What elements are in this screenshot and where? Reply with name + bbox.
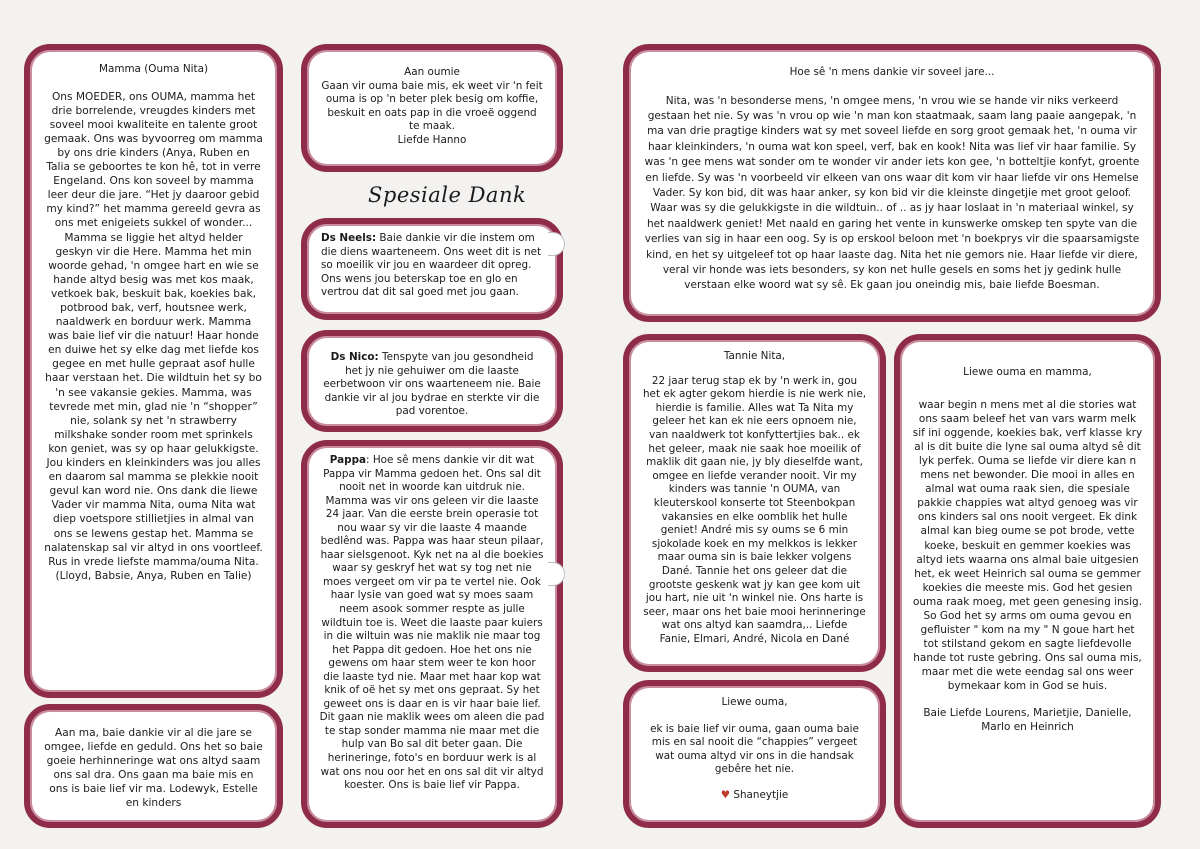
- card-hoe-se: [623, 44, 1161, 322]
- card-title: Hoe sê 'n mens dankie vir soveel jare...: [789, 66, 995, 78]
- card-text: Tenspyte van jou gesondheid het jy nie gehuiwer om die laaste eerbetwoon vir ons waarteneem nie. Baie dankie vir al jou bydrae en sterkte vir die pad vorentoe.: [323, 351, 541, 418]
- card-signoff: Fanie, Elmari, André, Nicola en Dané: [659, 632, 850, 645]
- card-title: Tannie Nita,: [723, 350, 786, 362]
- card-liewe-ouma: [623, 680, 886, 828]
- card-title: Liewe ouma en mamma,: [963, 366, 1092, 378]
- card-body: [321, 232, 543, 300]
- card-aan-oumie: [301, 44, 563, 172]
- card-signoff: Liefde Hanno: [397, 133, 467, 146]
- card-signoff: (Lloyd, Babsie, Anya, Ruben en Talie): [55, 569, 252, 582]
- card-body: Gaan vir ouma baie mis, ek weet vir 'n feit ouma is op 'n beter plek besig om koffie, beskuit en oats pap in die vroeë oggend te maak.: [321, 79, 543, 133]
- card-pappa: [301, 440, 563, 828]
- card-text: Baie dankie vir die instem om die diens waarteneem. Ons weet dit is net so moeilik vir jou en waardeer dit opreg. Ons wens jou beterskap toe en glo en vertrou dat dit sal goed met jou gaan.: [321, 232, 542, 299]
- card-body: Nita, was 'n besonderse mens, 'n omgee mens, 'n vrou wie se hande vir niks verkeerd gestaan het nie. Sy was 'n vrou op wie 'n man kon staatmaak, saam lang paaie aangepak, 'n ma van drie pragtige kinders wat sy met soveel liefde en sorg groot gemaak het, 'n ouma vir haar kleinkinders, 'n ouma wat kon speel, verf, bak en kook! Nita was lief vir haar familie. Sy was 'n gee mens wat sonder om te wonder vir ander iets kon gee, 'n botteltjie konfyt, groente en liefde. Sy was 'n voorbeeld vir elkeen van ons waar dit kom vir haar liefde vir ons Hemelse Vader. Sy kon bid, dit was haar anker, sy kon bid vir die kleinste dingetjie met groot geloof. Waar was sy die gelukkigste in die wildtuin.. of .. as jy haar loslaat in 'n materiaal winkel, sy het naaldwerk geniet! Met naald en garing het vente in kunswerke omskep ten spyte van die verlies van sig in haar een oog. Sy is op erskool beloon met 'n boekprys vir die spaarsamigste kind, en het sy uitgeleef tot op haar laaste dag. Nita het nie gemors nie. Haar liefde vir diere, veral vir honde was iets besonders, sy kon net hulle gesels en soms het jy gedink hulle verstaan elke woord wat sy sê. Ek gaan jou oneindig mis, baie liefde Boesman.: [644, 94, 1140, 292]
- card-title: Aan oumie: [404, 66, 460, 78]
- card-body: Ons MOEDER, ons OUMA, mamma het drie borrelende, vreugdes kinders met soveel mooi kwaliteite en talente groot gemaak. Ons was byvoorreg om mamma by ons drie kinders (Anya, Ruben en Talia se geboortes te kon hê, tot in verre Engeland. Ons kon soveel by mamma leer deur die jare. “Het jy daaroor gebid my kind?” het mamma gereeld gevra as ons met enigeiets sukkel of wonder... Mamma se liggie het altyd helder geskyn vir die Here. Mamma het min woorde gehad, 'n omgee hart en wie se hande altyd besig was met kos maak, vetkoek bak, beskuit bak, koekies bak, potbrood bak, verf, houtsnee werk, naaldwerk en borduur werk. Mamma was baie lief vir die natuur! Haar honde en duiwe het sy elke dag met liefde kos gegee en met hulle gepraat asof hulle haar verstaan het. Die wildtuin het sy bo 'n see vakansie gekies. Mamma, was tevrede met min, glad nie 'n “shopper” nie, solank sy net 'n strawberry milkshake sonder room met sprinkels kon geniet, was sy op haar gelukkigste. Jou kinders en kleinkinders was jou alles en daarom sal mamma se plekkie nooit gevul kan word nie. Ons dank die liewe Vader vir mamma Nita, ouma Nita wat diep voetspore stillietjies in almal van ons se lewens gestap het. Mamma se nalatenskap sal vir altyd in ons voortleef. Rus in vrede liefste mamma/ouma Nita.: [44, 90, 263, 568]
- card-body: [321, 351, 543, 419]
- card-name: Ds Neels:: [321, 232, 377, 244]
- card-liewe-ouma-en-mamma: [894, 334, 1161, 828]
- card-body: [319, 454, 545, 793]
- card-mamma-ouma-nita: [24, 44, 283, 698]
- card-aan-ma: [24, 704, 283, 828]
- spesiale-dank-heading: Spesiale Dank: [368, 183, 527, 207]
- card-signoff: Baie Liefde Lourens, Marietjie, Danielle, Marlo en Heinrich: [923, 706, 1132, 733]
- card-body: ek is baie lief vir ouma, gaan ouma baie mis en sal nooit die “chappies” vergeet wat ouma altyd vir ons in die handsak gebêre het nie.: [650, 722, 859, 776]
- card-text: : Hoe sê mens dankie vir dit wat Pappa vir Mamma gedoen het. Ons sal dit nooit net in woorde kan uitdruk nie. Mamma was vir ons geleen vir die laaste 24 jaar. Van die eerste brein operasie tot nou waar sy vir die laaste 4 maande bedlênd was. Pappa was haar steun pilaar, haar sielsgenoot. Kyk net na al die boekies waar sy geskryf het wat sy tog net nie moes vergeet om vir pa te vertel nie. Ook haar lysie van goed wat sy moes saam neem asook sommer respte as julle wildtuin toe is. Weet die laaste paar kuiers in die wiltuin was nie maklik nie maar tog het Pappa dit gedoen. Hoe het ons nie gewens om haar stem weer te kon hoor die laaste tyd nie. Maar met haar kop wat knik of oë het sy met ons gepraat. Sy het geweet ons is daar en is vir haar baie lief. Dit gaan nie maklik wees om aleen die pad te stap sonder mamma nie maar met die hulp van Bo sal dit beter gaan. Die herineringe, foto's en borduur werk is al wat ons nou oor het en ons sal dit vir altyd koester. Ons is baie lief vir Pappa.: [319, 454, 545, 792]
- heart-icon: ♥: [720, 788, 731, 801]
- card-body: 22 jaar terug stap ek by 'n werk in, gou het ek agter gekom hierdie is nie werk nie, hierdie is familie. Alles wat Ta Nita my geleer het kan ek nie eers opnoem nie, van naaldwerk tot konfyttertjies bak.. ek het geleer, maak nie saak hoe moeilik of maklik dit gaan nie, jy bly dieselfde want, omgee en liefde verander nooit. Vir my kinders was tannie 'n OUMA, van kleuterskool konserte tot Steenbokpan vakansies en elke oomblik het hulle geniet! André mis sy oums se 6 min sjokolade koek en my melkkos is lekker maar ouma sin is baie lekker volgens Dané. Tannie het ons geleer dat die grootste geskenk wat jy kan gee kom uit jou hart, nie uit 'n winkel nie. Ons harte is seer, maar ons het baie mooi herinneringe wat ons altyd kan saamdra,.. Liefde: [642, 374, 867, 632]
- card-body: waar begin n mens met al die stories wat ons saam beleef het van vars warm melk sif ini oggende, koekies bak, verf klasse kry al is dit buite die lyne sal ouma altyd sê dit lyk perfek. Ouma se liefde vir diere kan n mens net bewonder. Die mooi in alles en almal wat ouma raak sien, die spesiale pakkie chappies wat altyd genoeg was vir ons kinders sal ons nooit vergeet. Ek dink almal kan bieg oume se pot brode, vette koeke, beskuit en gemmer koekies was altyd iets waarna ons almal baie uitgesien het, ek weet Heinrich sal ouma se gemmer koekies die meeste mis. God het gesien ouma raak moeg, met geen genesing insig. So God het sy arms om ouma gevou en gefluister " kom na my " N goue hart het tot stilstand gekom en sagte liefdevolle hande tot ruste gebring. Ons sal ouma mis, maar met die wete eendag sal ons weer bymekaar kom in God se huis.: [912, 398, 1143, 693]
- card-body: Aan ma, baie dankie vir al die jare se omgee, liefde en geduld. Ons het so baie goeie herhinneringe wat ons altyd saam ons sal dra. Ons gaan ma baie mis en ons is baie lief vir ma. Lodewyk, Estelle en kinders: [44, 727, 263, 810]
- card-title: Liewe ouma,: [721, 696, 788, 708]
- card-ds-neels: [301, 218, 563, 320]
- card-title: Mamma (Ouma Nita): [98, 63, 208, 75]
- card-name: Pappa: [329, 454, 367, 466]
- card-tannie-nita: [623, 334, 886, 672]
- card-signoff: Shaneytjie: [733, 788, 789, 801]
- card-ds-nico: [301, 330, 563, 432]
- card-signoff-line: [642, 789, 867, 803]
- card-name: Ds Nico:: [330, 351, 379, 363]
